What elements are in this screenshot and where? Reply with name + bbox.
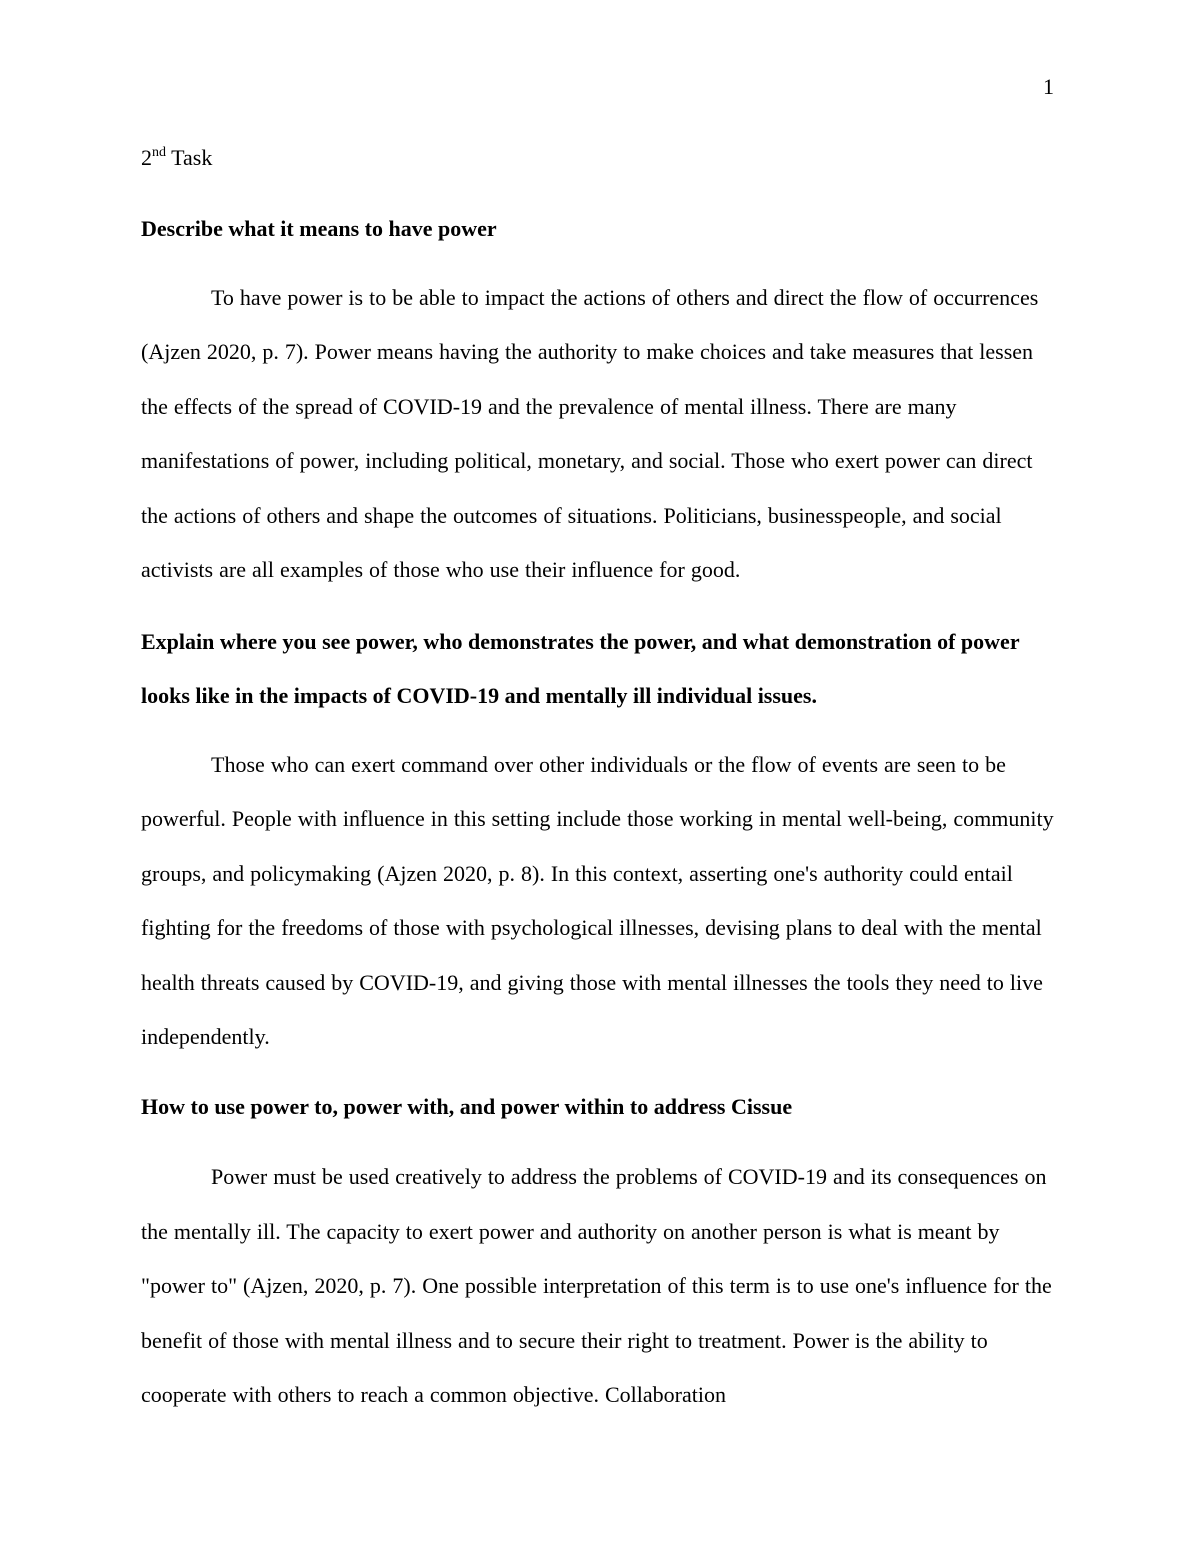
title-number: 2 [141, 145, 152, 170]
section-heading-3: How to use power to, power with, and power within to address Cissue [141, 1093, 793, 1119]
page-number: 1 [1043, 74, 1054, 99]
section-paragraph-3: Power must be used creatively to address the problems of COVID-19 and its consequences on the mentally ill. The capacity to exert power and authority on another person is what is meant by "power to" (Ajzen, 2020, p. 7). One possible interpretation of this term is to use one's influence for the benefit of those with mental illness and to secure their right to treatment. Power is the ability to cooperate with others to reach a common objective. Collaboration [141, 1164, 1052, 1407]
section-heading-1: Describe what it means to have power [141, 216, 497, 241]
title-ordinal-suffix: nd [152, 145, 166, 160]
document-title [141, 130, 1061, 198]
document-body [141, 130, 1061, 1423]
section-paragraph-1: To have power is to be able to impact the actions of others and direct the flow of occurrences (Ajzen 2020, p. 7). Power means having the authority to make choices and take measures that lessen the effects of the spread of COVID-19 and the prevalence of mental illness. There are many manifestations of power, including political, monetary, and social. Those who exert power can direct the actions of others and shape the outcomes of situations. Politicians, businesspeople, and social activists are all examples of those who use their influence for good. [141, 284, 1039, 582]
title-word: Task [166, 145, 213, 170]
section-heading-2: Explain where you see power, who demonstrates the power, and what demonstration of power looks like in the impacts of COVID-19 and mentally ill individual issues. [141, 628, 1020, 708]
section-paragraph-2: Those who can exert command over other individuals or the flow of events are seen to be powerful. People with influence in this setting include those working in mental well-being, community groups, and policymaking (Ajzen 2020, p. 8). In this context, asserting one's authority could entail fighting for the freedoms of those with psychological illnesses, devising plans to deal with the mental health threats caused by COVID-19, and giving those with mental illnesses the tools they need to live independently. [141, 751, 1054, 1049]
